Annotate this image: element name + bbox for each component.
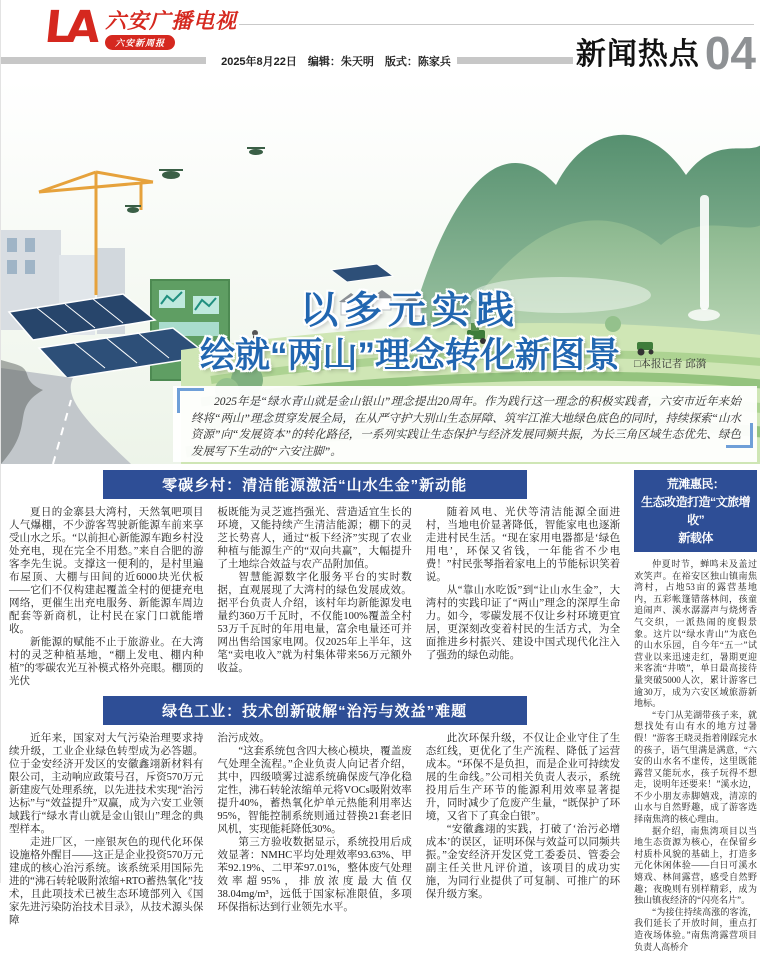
masthead-bar-left — [1, 57, 206, 64]
logo-monogram: LA — [42, 2, 96, 53]
paragraph: 智慧能源数字化服务平台的实时数据，直观展现了大湾村的绿色发展成效。据平台负责人介绍，该村年均新能源发电量约360万千瓦时，不仅能100%覆盖全村53万千瓦时的年用电量，富余电量还可并网出售给国家电网。仅2025年上半年，这笔“卖电收入”就为村集体带来56万元额外收益。 — [217, 572, 412, 674]
masthead-bar-mid — [457, 57, 573, 64]
page-header — [575, 27, 756, 79]
paragraph: 仲夏时节，蝉鸣未及盖过欢笑声。在裕安区独山镇南焦湾村，占地53亩的露营基地内，五彩帐篷错落林间，孩童追闹声、溪水潺潺声与烧烤香气交织，一派热闹的度假景象。这片以“绿水青山”为底色的山水乐园，自今年“五一”试营业以来迅速走红，暑期更迎来客流“井喷”，单日最高接待量突破5000人次，累计游客已逾30万，成为六安区域旅游新地标。 — [634, 559, 757, 709]
section2-title-bar: 绿色工业：技术创新破解“治污与效益”难题 — [103, 696, 527, 725]
section2-column1 — [9, 732, 203, 927]
page-number: 04 — [704, 27, 756, 79]
section1-column2 — [217, 506, 411, 688]
paragraph: 从“靠山水吃饭”到“让山水生金”，大湾村的实践印证了“两山”理念的深厚生命力。如今，零碳发展不仅让乡村环境更宜居，更深刻改变着村民的生活方式，为全面推进乡村振兴、建设中国式现代化注入了强劲的绿色动能。 — [425, 585, 621, 661]
paragraph: “这套系统包含四大核心模块，覆盖废气处理全流程。”企业负责人向记者介绍，其中，四级喷雾过滤系统确保废气净化稳定性，沸石转轮浓缩单元将VOCs吸附效率提升40%，蓄热氧化炉单元热能利用率达95%，智能控制系统则通过替换21套老旧风机，实现能耗降低30%。 — [217, 746, 412, 835]
masthead-rule — [239, 24, 754, 25]
section2-column3 — [426, 732, 620, 927]
headline-line1: 以多元实践 — [299, 290, 520, 332]
section1-column1 — [9, 506, 203, 688]
page-content — [1, 464, 760, 953]
sidebar-title-bar — [634, 470, 757, 552]
main-headline — [179, 288, 641, 378]
paragraph: 近年来，国家对大气污染治理要求持续升级，工业企业绿色转型成为必答题。位于金安经济开发区的安徽鑫翊新材料有限公司，主动响应政策号召，斥资570万元新建废气处理系统，以先进技术实现“治污达标”与“效益提升”双赢，成为六安工业领域践行“绿水青山就是金山银山”理念的典型样本。 — [9, 733, 204, 835]
hero-illustration — [1, 80, 760, 464]
paragraph: 走进厂区，一座银灰色的现代化环保设施格外醒目——这正是企业投资570万元建成的核心治污系统。该系统采用国际先进的“沸石转轮吸附浓缩+RTO蓄热氧化”技术，且此项技术已被生态环境部列入《国家先进污染防治技术目录》，从技术源头保障 — [9, 837, 204, 926]
paragraph: 第三方验收数据显示，系统投用后成效显著：NMHC平均处理效率93.63%、甲苯92.19%、二甲苯97.01%，整体废气处理效率超95%，排放浓度最大值仅38.04mg/m³，远低于国家标准限值，多项环保指标达到行业领先水平。 — [217, 837, 412, 913]
intro-box — [173, 386, 757, 462]
section-name: 新闻热点 — [575, 38, 700, 71]
paragraph: 随着风电、光伏等清洁能源全面进村，当地电价显著降低，智能家电也逐渐走进村民生活。“现在家用电器都是‘绿色用电’，环保又省钱，一年能省不少电费！”村民张琴指着家电上的节能标识笑着说。 — [425, 507, 621, 583]
paragraph: “安徽鑫翊的实践，打破了‘治污必增成本’的误区，证明环保与效益可以同频共振。”金安经济开发区党工委委员、管委会副主任关世凡评价道，该项目的成功实施，为同行业提供了可复制、可推广的环保升级方案。 — [425, 824, 621, 900]
paragraph: 据介绍，南焦湾项目以当地生态资源为核心，在保留乡村质朴风貌的基础上，打造多元化休闲体验——白日可溪水嬉戏、林间露营，感受自然野趣；夜晚则有别样精彩，成为独山镇夜经济的“闪亮名片”。 — [634, 825, 757, 906]
section2-column2 — [217, 732, 411, 927]
paragraph: 此次环保升级，不仅让企业守住了生态红线，更优化了生产流程、降低了运营成本。“环保不是负担，而是企业可持续发展的生命线。”公司相关负责人表示，系统投用后生产环节的能源利用效率显著提升，同时减少了危废产生量，“既保护了环境，又省下了真金白银”。 — [425, 733, 621, 822]
logo-text — [105, 6, 237, 51]
main-articles — [9, 470, 620, 953]
sidebar-title-line3: 新载体 — [678, 531, 713, 545]
newspaper-logo — [42, 2, 238, 53]
paragraph: “专门从芜湖带孩子来，就想找处有山有水的地方过暑假！”游客王晓灵指着刚踩完水的孩子，语气里满是满意，“六安的山水名不虚传，这里既能露营又能玩水，孩子玩得不想走，说明年还要来！”溪水边，不少小朋友赤脚嬉戏，清凉的山水与自然野趣，成了游客选择南焦湾的核心理由。 — [634, 709, 757, 825]
paragraph: “为接住持续高涨的客流，我们延长了开放时间，重点打造夜场体验。”南焦湾露营项目负责人高桥介 — [634, 906, 757, 952]
sidebar-body — [634, 559, 757, 953]
intro-paragraph: 2025年是“绿水青山就是金山银山”理念提出20周年。作为践行这一理念的积极实践者，六安市近年来始终将“两山”理念贯穿发展全局，在从严守护大别山生态屏障、筑牢江淮大地绿色底色的同时，持续探索“山水资源”向“发展资本”的转化路径，一系列实践让生态保护与经济发展同频共振，为长三角区域生态优先、绿色发展写下生动的“六安注脚”。 — [191, 396, 741, 458]
logo-badge: 六安新周报 — [105, 35, 175, 50]
section-zero-carbon-village — [9, 470, 620, 688]
sidebar-article — [634, 470, 757, 953]
paragraph: 夏日的金寨县大湾村，天然氧吧项目人气爆棚，不少游客驾驶新能源车前来享受山水之乐。“以前担心新能源车跑乡村没处充电，现在完全不用愁。”来自合肥的游客李先生说。支撑这一便利的，是村里遍布屋顶、大棚与田间的近6000块光伏板——它们不仅构建起覆盖全村的便捷充电网络，更催生出充电服务、新能源车周边配套等新商机，让村民在家门口就能增收。 — [9, 507, 204, 635]
paragraph: 新能源的赋能不止于旅游业。在大湾村的灵芝种植基地，“棚上发电、棚内种植”的零碳农光互补模式格外亮眼。棚顶的光伏 — [9, 637, 204, 687]
headline-line2: 绘就“两山”理念转化新图景 — [199, 336, 620, 375]
section-green-industry — [9, 696, 620, 927]
paragraph: 板既能为灵芝遮挡强光、营造适宜生长的环境，又能持续产生清洁能源；棚下的灵芝长势喜人，通过“板下经济”实现了农业种植与能源生产的“双向共赢”，大幅提升了土地综合效益与农产品附加值。 — [217, 507, 412, 570]
byline: □本报记者 邱漪 — [634, 358, 707, 370]
masthead — [1, 0, 760, 80]
dateline: 2025年8月22日 编辑：朱天明 版式：陈家兵 — [221, 56, 451, 68]
paragraph: 治污成效。 — [217, 733, 270, 744]
section2-columns — [9, 732, 620, 927]
sidebar-title-line1: 荒滩惠民： — [666, 477, 725, 491]
logo-title: 六安广播电视 — [105, 8, 238, 33]
section1-column3 — [426, 506, 620, 688]
sidebar-title-line2: 生态改造打造“文旅增收” — [641, 495, 751, 527]
section1-title-bar: 零碳乡村：清洁能源激活“山水生金”新动能 — [103, 470, 527, 499]
section1-columns — [9, 506, 620, 688]
